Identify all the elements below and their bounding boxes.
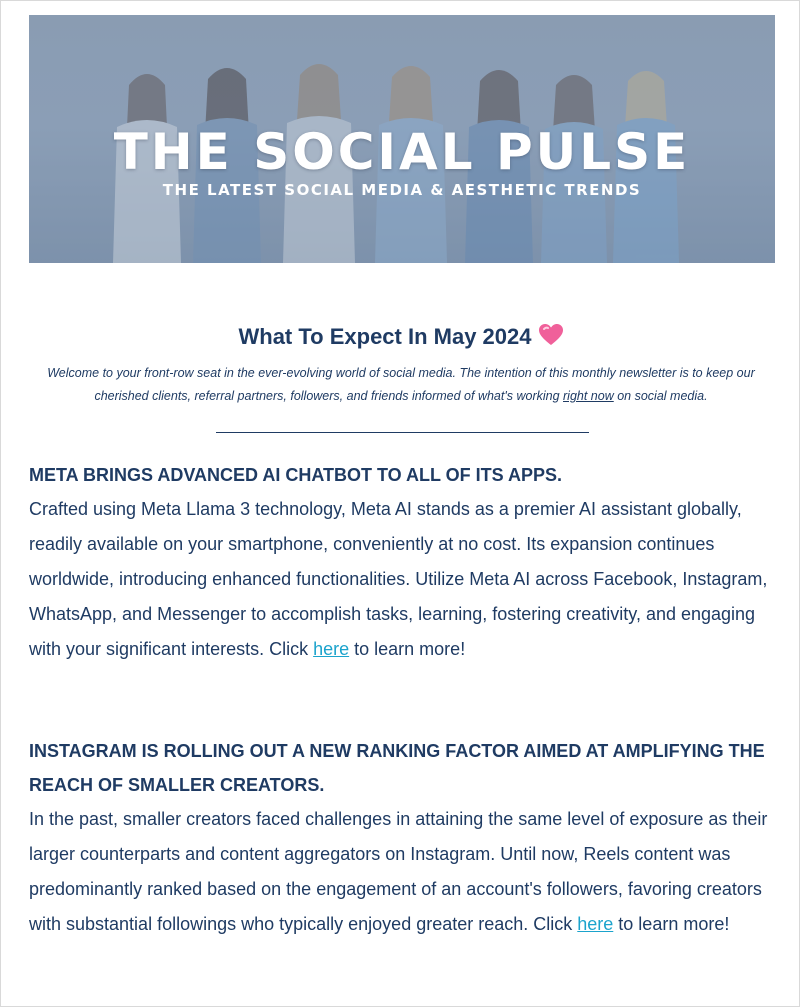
intro-title-text: What To Expect In May 2024	[238, 324, 532, 349]
learn-more-link[interactable]: here	[313, 639, 350, 659]
article-headline: INSTAGRAM IS ROLLING OUT A NEW RANKING FACTOR AIMED AT AMPLIFYING THE REACH OF SMALLER CREATORS.	[29, 741, 765, 795]
hero-banner	[29, 15, 775, 263]
right-now-link[interactable]: right now	[563, 389, 614, 403]
article-headline: META BRINGS ADVANCED AI CHATBOT TO ALL OF ITS APPS.	[29, 465, 563, 485]
newsletter-subtitle: THE LATEST SOCIAL MEDIA & AESTHETIC TRENDS	[162, 181, 642, 199]
article-meta-ai	[29, 458, 777, 667]
learn-more-link[interactable]: here	[577, 914, 614, 934]
intro-heading	[1, 323, 800, 353]
article-instagram-ranking	[29, 734, 777, 942]
intro-text-end: on social media.	[613, 389, 708, 403]
article-body-text: In the past, smaller creators faced challenges in attaining the same level of exposure as their larger counterparts and content aggregators on Instagram. Until now, Reels content was predominantly ranked based on the engagement of an account's followers, favoring creators with substantial followings who typically enjoyed greater reach. Click	[29, 809, 768, 934]
sparkling-heart-icon	[538, 323, 564, 353]
intro-paragraph	[31, 362, 771, 408]
article-body	[29, 802, 777, 942]
article-body	[29, 492, 777, 667]
article-body-end: to learn more!	[613, 914, 730, 934]
newsletter-title: THE SOCIAL PULSE	[113, 123, 691, 181]
article-body-text: Crafted using Meta Llama 3 technology, Meta AI stands as a premier AI assistant globally, readily available on your smartphone, conveniently at no cost. Its expansion continues worldwide, introducing enhanced functionalities. Utilize Meta AI across Facebook, Instagram, WhatsApp, and Messenger to accomplish tasks, learning, fostering creativity, and engaging with your significant interests. Click	[29, 499, 768, 659]
intro-text-start: Welcome to your front-row seat in the ever-evolving world of social media. The intention of this monthly newsletter is to keep our cherished clients, referral partners, followers, and friends informed of what's working	[47, 366, 755, 403]
section-divider	[216, 432, 589, 433]
article-body-end: to learn more!	[349, 639, 466, 659]
